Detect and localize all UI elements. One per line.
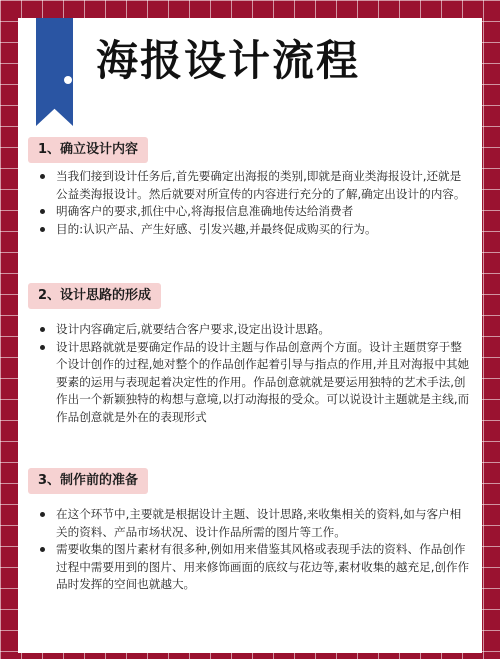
section-heading-2: 2、设计思路的形成	[28, 283, 161, 309]
section-list-3	[36, 506, 470, 594]
page-title: 海报设计流程	[96, 36, 361, 85]
list-item: 目的:认识产品、产生好感、引发兴趣,并最终促成购买的行为。	[36, 221, 470, 239]
section-list-1	[36, 168, 470, 238]
list-item: 明确客户的要求,抓住中心,将海报信息准确地传达给消费者	[36, 203, 470, 221]
section-heading-3: 3、制作前的准备	[28, 468, 148, 494]
list-item: 设计思路就就是要确定作品的设计主题与作品创意两个方面。设计主题贯穿于整个设计创作的过程,她对整个的作品创作起着引导与指点的作用,并且对海报中其她要素的运用与表现起着决定性的作用。作品创意就就是要运用独特的艺术手法,创作出一个新颖独特的构想与意境,以打动海报的受众。可以说设计主题就是主线,而作品创意就是外在的表现形式	[36, 339, 470, 427]
section-heading-1: 1、确立设计内容	[28, 137, 148, 163]
section-list-2	[36, 321, 470, 426]
ribbon-dot	[64, 76, 72, 84]
list-item: 设计内容确定后,就要结合客户要求,设定出设计思路。	[36, 321, 470, 339]
list-item: 需要收集的图片素材有很多种,例如用来借鉴其风格或表现手法的资料、作品创作过程中需要用到的图片、用来修饰画面的底纹与花边等,素材收集的越充足,创作作品时发挥的空间也就越大。	[36, 541, 470, 594]
list-item: 当我们接到设计任务后,首先要确定出海报的类别,即就是商业类海报设计,还就是公益类海报设计。然后就要对所宣传的内容进行充分的了解,确定出设计的内容。	[36, 168, 470, 203]
list-item: 在这个环节中,主要就是根据设计主题、设计思路,来收集相关的资料,如与客户相关的资料、产品市场状况、设计作品所需的图片等工作。	[36, 506, 470, 541]
